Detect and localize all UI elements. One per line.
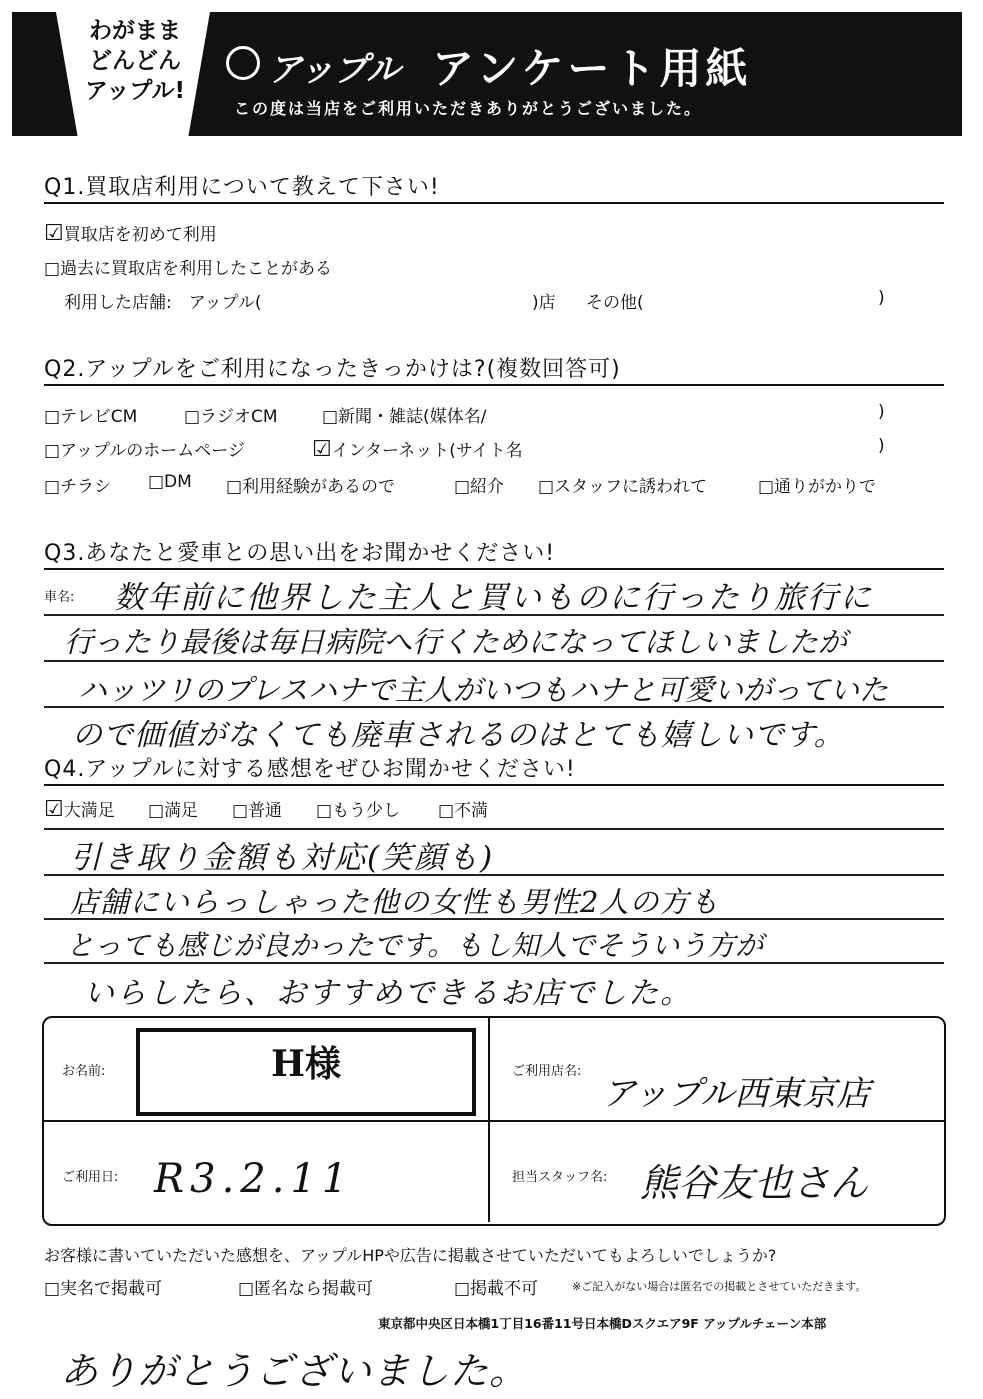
q4-option-very-satisfied[interactable]: ☑大満足 — [44, 797, 115, 822]
slogan-line-2: どんどん — [89, 48, 181, 74]
staff-value: 熊谷友也さん — [640, 1161, 869, 1205]
slogan-line-3: アップル! — [85, 78, 185, 104]
checked-box-icon: ☑ — [312, 437, 332, 462]
q2-option-internet[interactable]: ☑インターネット(サイト名 — [312, 437, 523, 462]
q4-answer-line-4: いらしたら、おすすめできるお店でした。 — [84, 976, 693, 1011]
info-row-divider — [44, 1120, 944, 1122]
q1-option-first-time[interactable]: ☑買取店を初めて利用 — [44, 221, 217, 246]
q2-option-radio[interactable]: □ラジオCM — [184, 407, 278, 427]
q1-option-used-before[interactable]: □過去に買取店を利用したことがある — [44, 259, 333, 279]
checkbox-icon: □ — [232, 801, 249, 821]
header-banner — [12, 12, 962, 136]
consent-question: お客様に書いていただいた感想を、アップルHPや広告に掲載させていただいてもよろしいでしょうか? — [44, 1246, 777, 1265]
consent-anonymous[interactable]: □匿名なら掲載可 — [238, 1279, 374, 1299]
q1-store-prefix: 利用した店舗: アップル( — [64, 293, 262, 313]
consent-note: ※ご記入がない場合は匿名での掲載とさせていただきます。 — [572, 1280, 867, 1293]
consent-real-name[interactable]: □実名で掲載可 — [44, 1279, 163, 1299]
q4-divider — [44, 784, 944, 786]
q2-option-staff[interactable]: □スタッフに誘われて — [538, 477, 708, 497]
staff-label: 担当スタッフ名: — [512, 1170, 608, 1185]
store-label: ご利用店名: — [512, 1064, 582, 1079]
q4-option-could-be-better[interactable]: □もう少し — [316, 801, 401, 821]
q2-option-homepage[interactable]: □アップルのホームページ — [44, 441, 245, 461]
q2-row1-close: ) — [878, 402, 885, 422]
q2-option-experience[interactable]: □利用経験があるので — [226, 477, 396, 497]
q2-option-newspaper[interactable]: □新聞・雑誌(媒体名/ — [322, 407, 487, 427]
name-value: H様 — [270, 1043, 341, 1085]
date-label: ご利用日: — [62, 1170, 119, 1185]
q1-other-close: ) — [878, 288, 885, 308]
checkbox-icon: □ — [148, 801, 165, 821]
q4-option-satisfied[interactable]: □満足 — [148, 801, 199, 821]
consent-not-allowed[interactable]: □掲載不可 — [454, 1279, 539, 1299]
closing-message: ありがとうございました。 — [60, 1349, 529, 1393]
q1-divider — [44, 202, 944, 204]
info-col-divider — [488, 1018, 490, 1222]
q2-option-referral[interactable]: □紹介 — [454, 477, 505, 497]
q4-option-normal[interactable]: □普通 — [232, 801, 283, 821]
checkbox-icon: □ — [438, 801, 455, 821]
q4-answer-line-1: 引き取り金額も対応(笑顔も) — [70, 840, 495, 876]
q4-answer-line-3: とっても感じが良かったです。もし知人でそういう方が — [66, 929, 764, 962]
q2-option-flyer[interactable]: □チラシ — [44, 477, 112, 497]
q4-title: Q4.アップルに対する感想をぜひお聞かせください! — [44, 757, 576, 782]
slogan-line-1: わがまま — [89, 18, 181, 44]
q3-divider — [44, 568, 944, 570]
q1-store-suffix: )店 — [532, 293, 556, 313]
store-value: アップル西東京店 — [602, 1074, 871, 1114]
checked-box-icon: ☑ — [44, 797, 64, 822]
logo-text: アップル — [268, 50, 401, 90]
apple-logo-icon — [226, 46, 260, 80]
q2-option-dm[interactable]: □DM — [148, 472, 192, 492]
q2-divider — [44, 384, 944, 386]
q2-option-tv[interactable]: □テレビCM — [44, 407, 138, 427]
q3-title: Q3.あなたと愛車との思い出をお聞かせください! — [44, 541, 556, 566]
q3-answer-line-2: 行ったり最後は毎日病院へ行くためになってほしいましたが — [64, 625, 848, 659]
q3-answer-line-4: ので価値がなくても廃車されるのはとても嬉しいです。 — [72, 718, 845, 753]
q3-answer-line-3: ハッツリのプレスハナで主人がいつもハナと可愛いがっていた — [78, 673, 888, 707]
q2-row2-close: ) — [878, 436, 885, 456]
car-name-label: 車名: — [44, 590, 75, 605]
name-label: お名前: — [62, 1064, 106, 1079]
checkbox-icon: □ — [316, 801, 333, 821]
q2-option-passing[interactable]: □通りがかりで — [758, 477, 877, 497]
form-title: アンケート用紙 — [432, 44, 752, 93]
writing-line — [44, 828, 944, 830]
hq-address: 東京都中央区日本橋1丁目16番11号日本橋Dスクエア9F アップルチェーン本部 — [378, 1316, 827, 1331]
slogan — [80, 16, 190, 106]
checked-box-icon: ☑ — [44, 221, 64, 246]
q1-other-label: その他( — [586, 293, 644, 313]
date-value: R3.2.11 — [154, 1156, 354, 1202]
q2-title: Q2.アップルをご利用になったきっかけは?(複数回答可) — [44, 357, 621, 382]
form-subtitle: この度は当店をご利用いただきありがとうございました。 — [234, 99, 703, 118]
q4-answer-line-2: 店舗にいらっしゃった他の女性も男性2人の方も — [70, 885, 720, 919]
q1-title: Q1.買取店利用について教えて下さい! — [44, 175, 440, 200]
checkbox-icon: □ — [44, 259, 61, 279]
q4-option-dissatisfied[interactable]: □不満 — [438, 801, 489, 821]
q3-answer-line-1: 数年前に他界した主人と買いものに行ったり旅行に — [114, 580, 873, 616]
